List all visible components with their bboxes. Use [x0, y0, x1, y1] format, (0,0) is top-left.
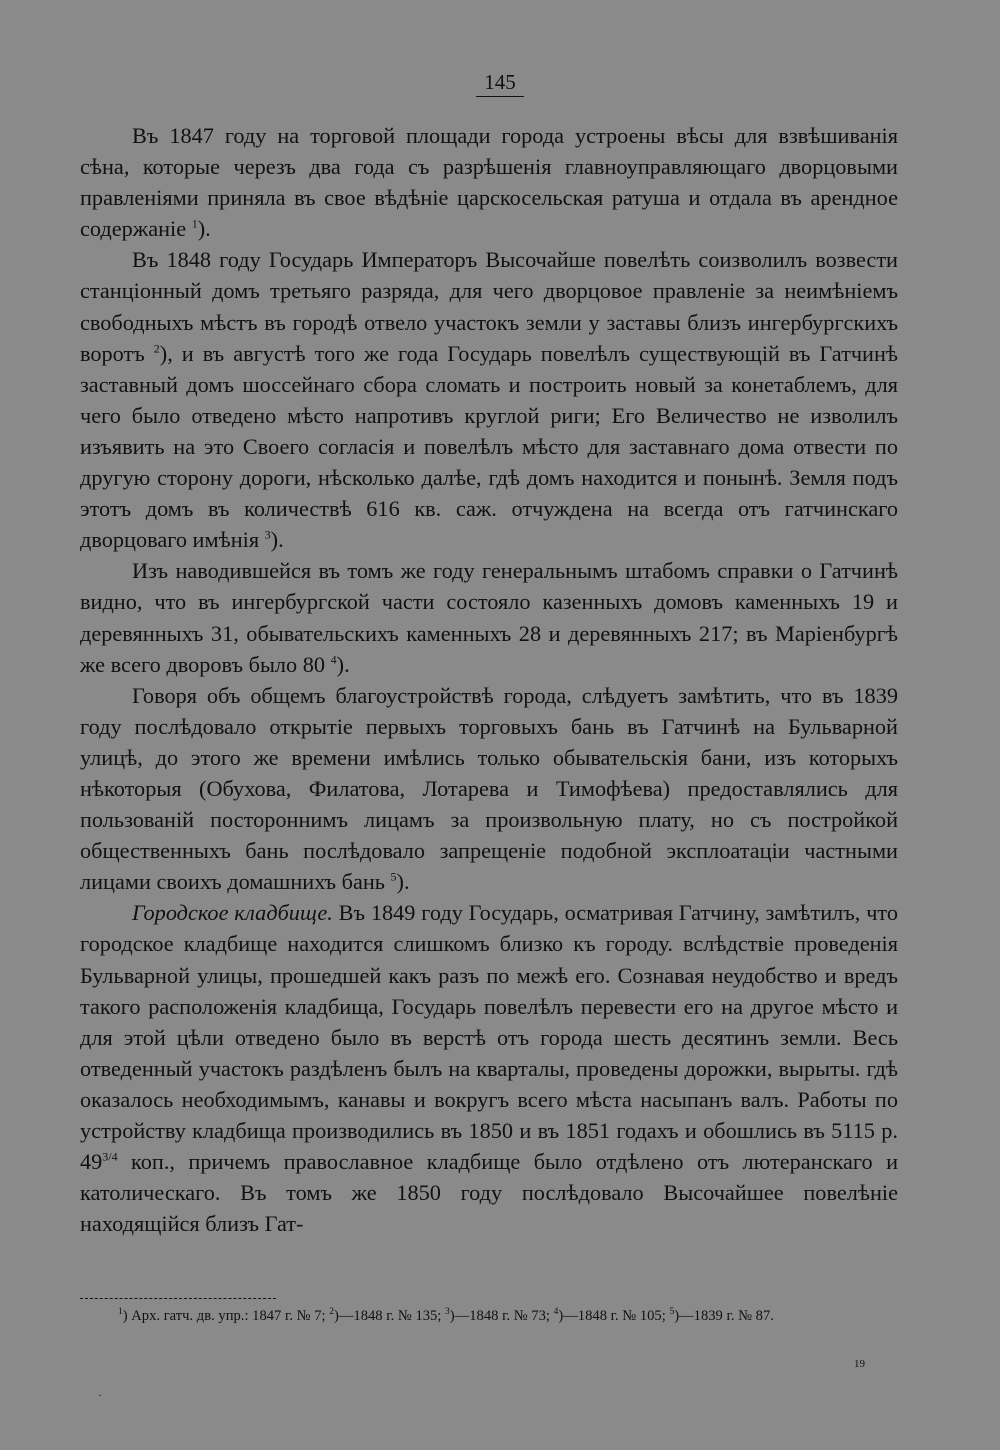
footnote-ref: 3 [445, 1307, 450, 1318]
paragraph [80, 680, 898, 898]
text-run: ). [336, 651, 350, 677]
footnote-ref: 4 [553, 1307, 559, 1318]
text-run: )—1848 г. № 135; [333, 1308, 446, 1324]
section-heading: Городское кладбище. [132, 900, 333, 926]
paragraph [80, 244, 898, 555]
footnote-ref: 3 [264, 527, 271, 542]
footnote-ref: 1 [118, 1307, 123, 1318]
text-run: Въ 1848 году Государь Императоръ Высочайше повелѣть соизволилъ возвести станціонный домъ третьяго разряда, для чего дворцовое правленіе за неимѣніемъ свободныхъ мѣстъ въ городѣ отвело участокъ земли у заставы близъ ингербургскихъ воротъ [80, 247, 898, 366]
footnote-ref: 4 [330, 652, 337, 667]
paragraph [80, 120, 898, 244]
text-run: ). [396, 869, 410, 895]
text-run: ) Арх. гатч. дв. упр.: 1847 г. № 7; [122, 1308, 330, 1324]
footnote-rule [80, 1298, 276, 1301]
text-run: ), и въ августѣ того же года Государь повелѣлъ существующій въ Гатчинѣ заставный домъ шоссейнаго сбора сломать и построить новый за конетаблемъ, для чего было отведено мѣсто напротивъ круглой риги; Его Величество не изволилъ изъявить на это Своего согласія и повелѣлъ мѣсто для заставнаго дома отвести по другую сторону дороги, нѣсколько далѣе, гдѣ домъ находится и понынѣ. Земля подъ этотъ домъ въ количествѣ 616 кв. саж. отчуждена на всегда отъ гатчинскаго дворцоваго имѣнія [80, 340, 899, 553]
text-run: )—1839 г. № 87. [674, 1308, 774, 1324]
footnote-ref: 2 [153, 341, 160, 356]
text-run: )—1848 г. № 105; [558, 1308, 670, 1324]
paragraph [80, 897, 898, 1239]
text-run: ). [270, 527, 284, 553]
body-text [80, 120, 898, 1239]
footnotes [80, 1304, 898, 1328]
footnote-line [80, 1304, 898, 1328]
footnote-ref: 5 [669, 1307, 675, 1318]
text-run: коп., причемъ православное кладбище было отдѣлено отъ лютеранскаго и католическаго. Въ томъ же 1850 году послѣдовало Высочайшее повелѣніе находящійся близъ Гат- [80, 1149, 898, 1237]
text-run: Говоря объ общемъ благоустройствѣ города, слѣдуетъ замѣтить, что въ 1839 году послѣдовало открытіе первыхъ торговыхъ бань въ Гатчинѣ на Бульварной улицѣ, до этого же времени имѣлись только обывательскія бани, изъ которыхъ нѣкоторыя (Обухова, Филатова, Лотарева и Тимофѣева) предоставлялись для пользованій постороннимъ лицамъ за произвольную плату, но съ постройкой общественныхъ бань послѣдовало запрещеніе подобной эксплоатаціи частными лицами своихъ домашнихъ бань [80, 682, 898, 895]
paragraph [80, 555, 898, 679]
text-run: Въ 1849 году Государь, осматривая Гатчину, замѣтилъ, что городское кладбище находится слишкомъ близко къ городу. вслѣдствіе проведенія Бульварной улицы, прошедшей какъ разъ по межѣ его. Сознавая неудобство и вредъ такого расположенія кладбища, Государь повелѣлъ перевести его на другое мѣсто и для этой цѣли отведено было въ верстѣ отъ города шесть десятинъ земли. Весь отведенный участокъ раздѣленъ былъ на кварталы, проведены дорожки, вырыты. гдѣ оказалось необходимымъ, канавы и вокругъ всего мѣста насыпанъ валъ. Работы по устройству кладбища производились въ 1850 и въ 1851 годахъ и обошлись въ 5115 р. 49 [80, 900, 899, 1175]
text-run: ). [197, 216, 211, 242]
text-run: Изъ наводившейся въ томъ же году генеральнымъ штабомъ справки о Гатчинѣ видно, что въ ингербургской части состояло казенныхъ домовъ каменныхъ 19 и деревянныхъ 31, обывательскихъ каменныхъ 28 и деревянныхъ 217; въ Маріенбургѣ же всего дворовъ было 80 [80, 558, 898, 677]
footnote-ref: 1 [191, 216, 198, 231]
printer-signature-mark: 19 [854, 1358, 865, 1370]
footnote-ref: 5 [390, 869, 397, 884]
text-run: )—1848 г. № 73; [449, 1308, 554, 1324]
footnote-ref: 2 [329, 1307, 334, 1318]
stray-mark: · [98, 1388, 102, 1402]
page-number: 145 [0, 70, 1000, 95]
text-run: Въ 1847 году на торговой площади города устроены вѣсы для взвѣшиванія сѣна, которые черезъ два года съ разрѣшенія главноуправляющаго дворцовыми правленіями приняла въ свое вѣдѣніе царскосельская ратуша и отдала въ арендное содержаніе [80, 123, 898, 242]
footnote-ref: 3/4 [102, 1149, 118, 1164]
